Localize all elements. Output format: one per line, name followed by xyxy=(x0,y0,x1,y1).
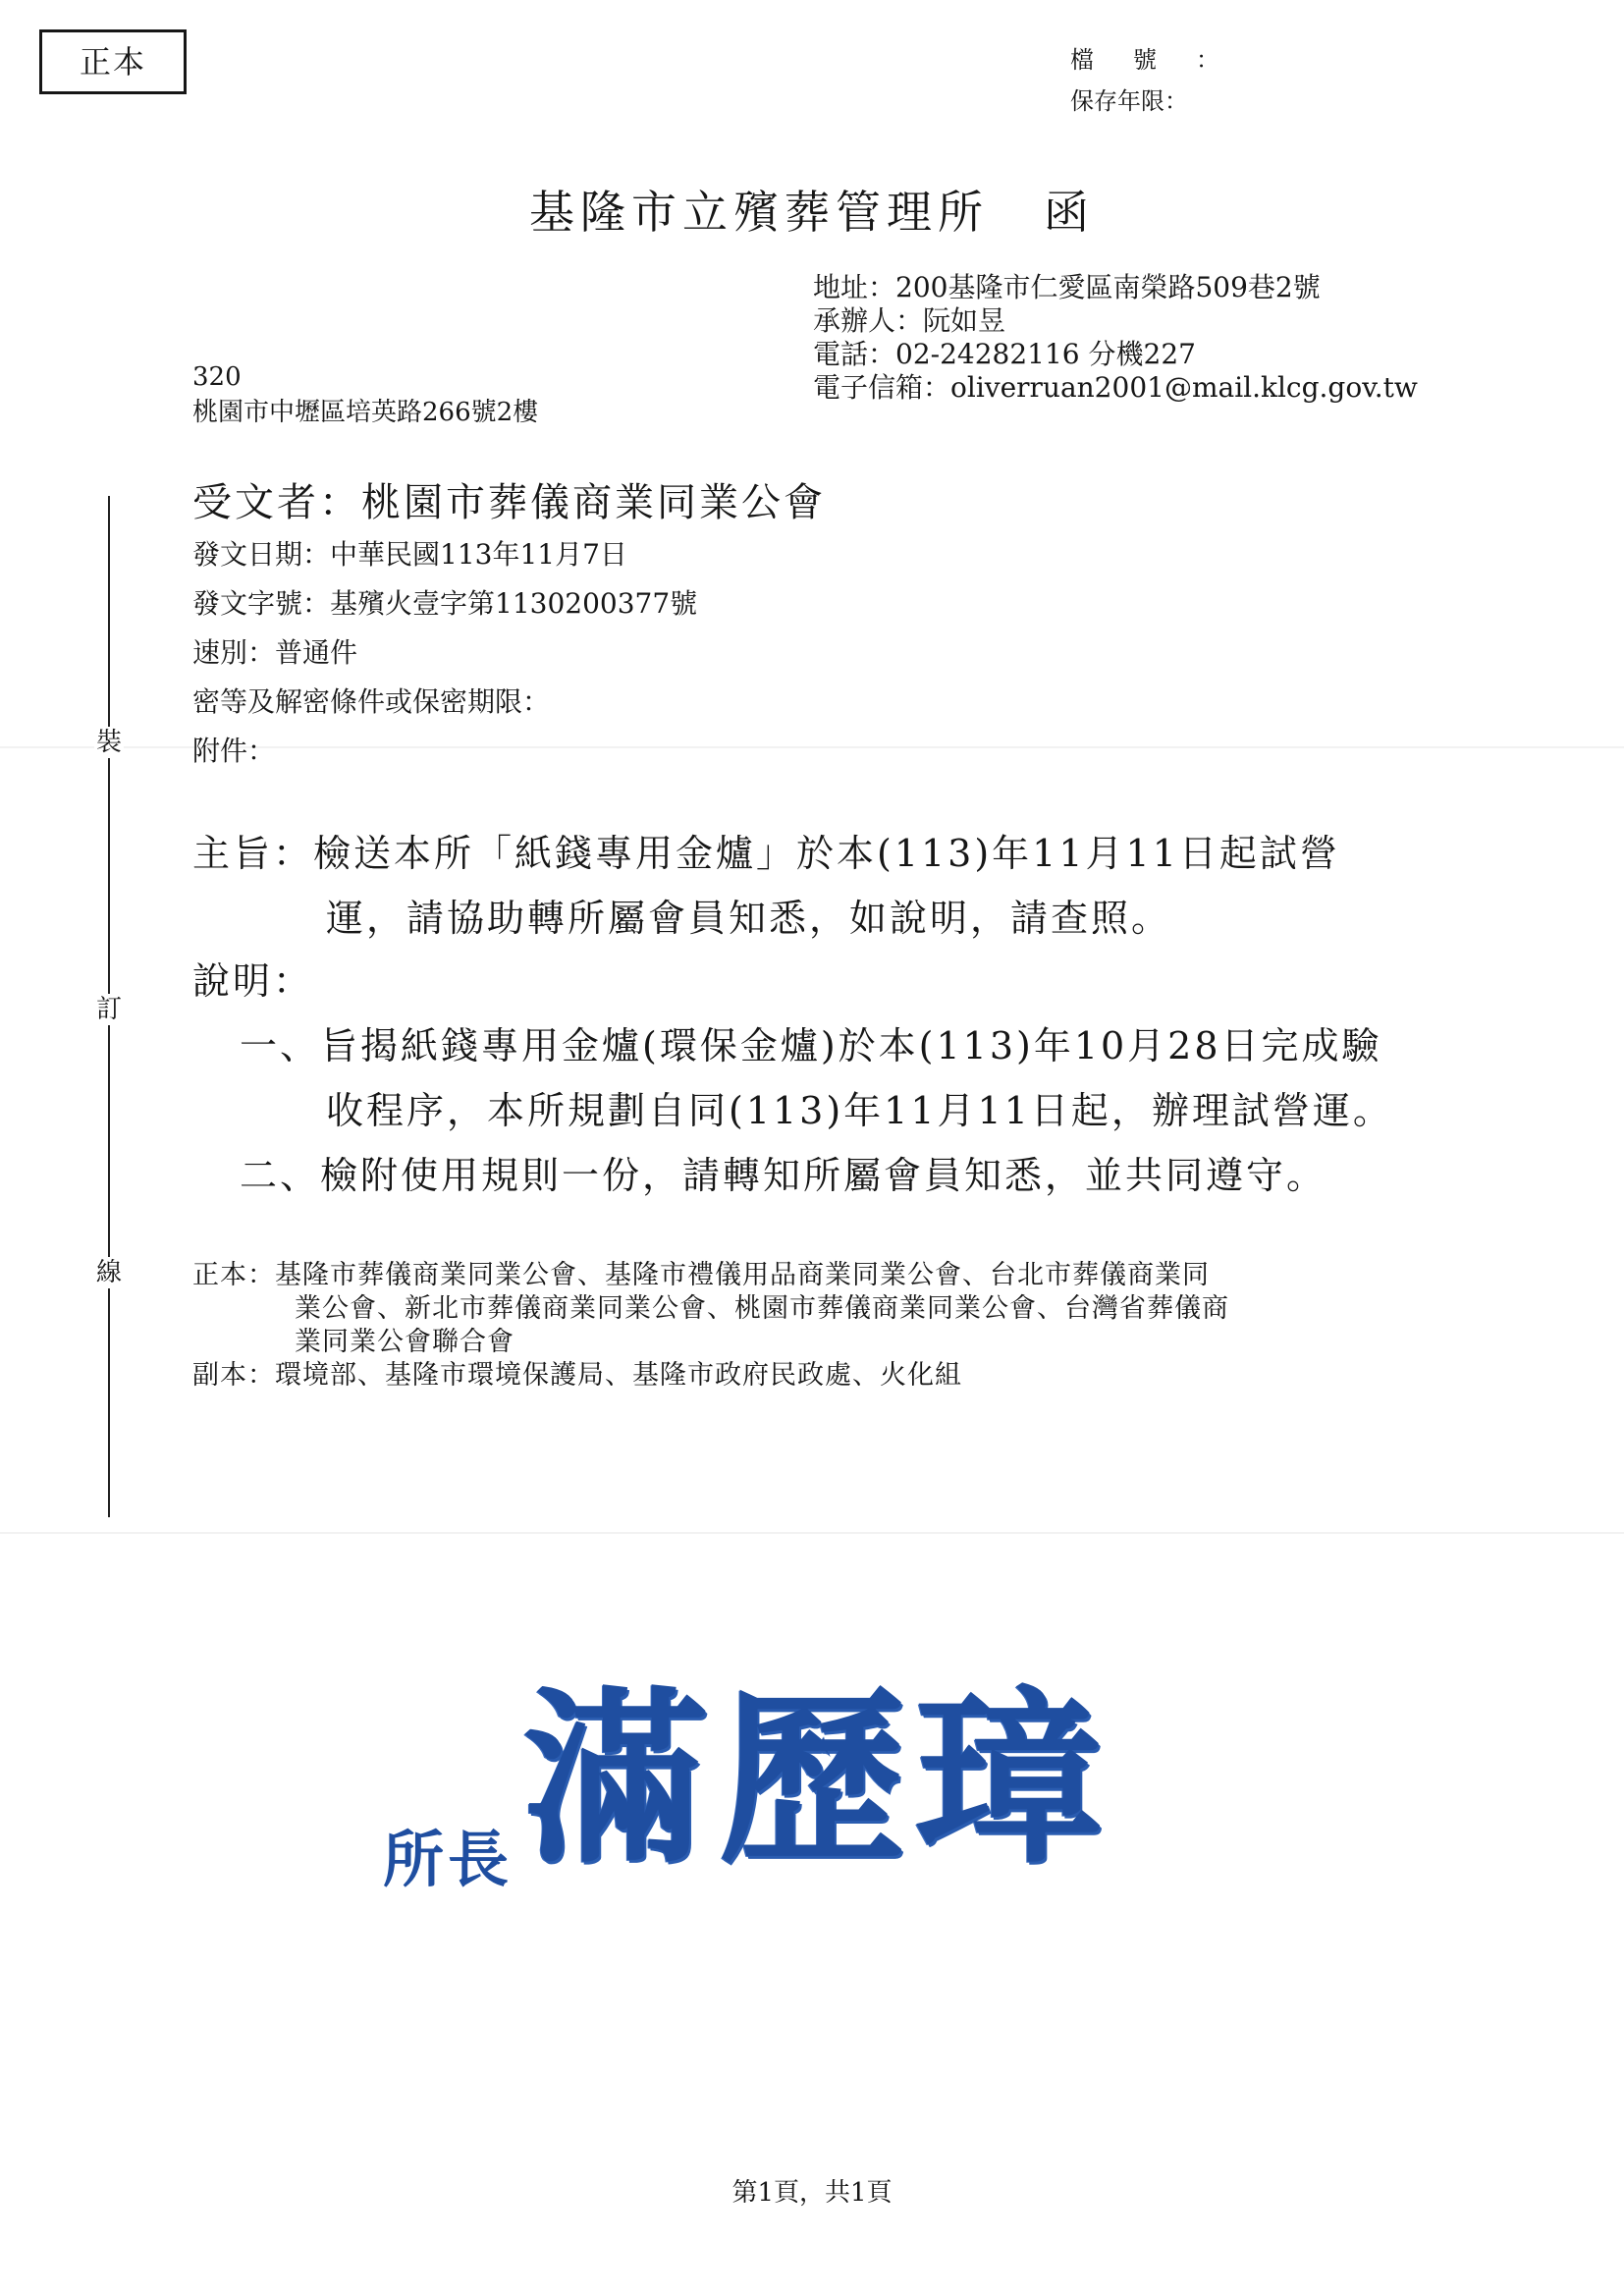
document-title xyxy=(0,177,1624,242)
file-fields xyxy=(1070,39,1259,122)
binding-mark: 裝 xyxy=(95,728,122,757)
retention-period-label: 保存年限： xyxy=(1070,87,1188,115)
subject-line-2: 運，請協助轉所屬會員知悉，如說明，請查照。 xyxy=(326,897,1172,940)
copy-recipients: 副本：環境部、基隆市環境保護局、基隆市政府民政處、火化組 xyxy=(192,1360,962,1391)
primary-recipients-line-2: 業公會、新北市葬儀商業同業公會、桃園市葬儀商業同業公會、台灣省葬儀商 xyxy=(295,1293,1229,1324)
original-copy-stamp: 正本 xyxy=(39,29,187,94)
binding-mark: 線 xyxy=(95,1258,122,1287)
signature-title: 所長 xyxy=(383,1824,514,1895)
explanation-item-1-line-1: 一、旨揭紙錢專用金爐(環保金爐)於本(113)年10月28日完成驗 xyxy=(240,1024,1382,1067)
explanation-label: 說明： xyxy=(192,959,314,1003)
file-number-label: 檔號： xyxy=(1070,46,1259,74)
recipient-address xyxy=(192,359,538,430)
fold-line xyxy=(0,1532,1624,1534)
sender-address: 地址：200基隆市仁愛區南榮路509巷2號 xyxy=(813,271,1321,303)
recipient-line: 受文者：桃園市葬儀商業同業公會 xyxy=(192,480,826,525)
primary-recipients-line-1: 正本：基隆市葬儀商業同業公會、基隆市禮儀用品商業同業公會、台北市葬儀商業同 xyxy=(192,1260,1210,1290)
subject-line-1: 主旨：檢送本所「紙錢專用金爐」於本(113)年11月11日起試營 xyxy=(192,832,1340,875)
document-type: 函 xyxy=(1044,186,1095,239)
subject xyxy=(192,821,1340,951)
distribution xyxy=(192,1259,1229,1393)
classification: 密等及解密條件或保密期限： xyxy=(192,685,551,718)
recipient-street: 桃園市中壢區培英路266號2樓 xyxy=(192,398,539,427)
speed-class: 速別：普通件 xyxy=(192,636,358,669)
primary-recipients-line-3: 業同業公會聯合會 xyxy=(295,1327,514,1357)
sender-handler: 承辦人：阮如昱 xyxy=(813,304,1006,337)
explanation-list xyxy=(240,1013,1393,1208)
issue-date: 發文日期：中華民國113年11月7日 xyxy=(192,538,627,571)
sender-phone: 電話：02-24282116 分機227 xyxy=(813,338,1196,370)
sender-email: 電子信箱：oliverruan2001@mail.klcg.gov.tw xyxy=(813,371,1418,404)
explanation-item-1-line-2: 收程序，本所規劃自同(113)年11月11日起，辦理試營運。 xyxy=(326,1089,1393,1132)
attachments: 附件： xyxy=(192,735,276,767)
sender-info xyxy=(813,271,1418,405)
page-number: 第1頁，共1頁 xyxy=(731,2178,893,2208)
director-signature-stamp xyxy=(383,1630,1111,1898)
explanation-item-2: 二、檢附使用規則一份，請轉知所屬會員知悉，並共同遵守。 xyxy=(240,1154,1327,1197)
document-number: 發文字號：基殯火壹字第1130200377號 xyxy=(192,587,698,620)
binding-mark: 訂 xyxy=(95,995,122,1024)
document-metadata xyxy=(192,530,697,776)
issuing-organization: 基隆市立殯葬管理所 xyxy=(529,186,989,239)
recipient-zip: 320 xyxy=(192,362,242,392)
signature-name: 滿歷璋 xyxy=(522,1669,1112,1888)
